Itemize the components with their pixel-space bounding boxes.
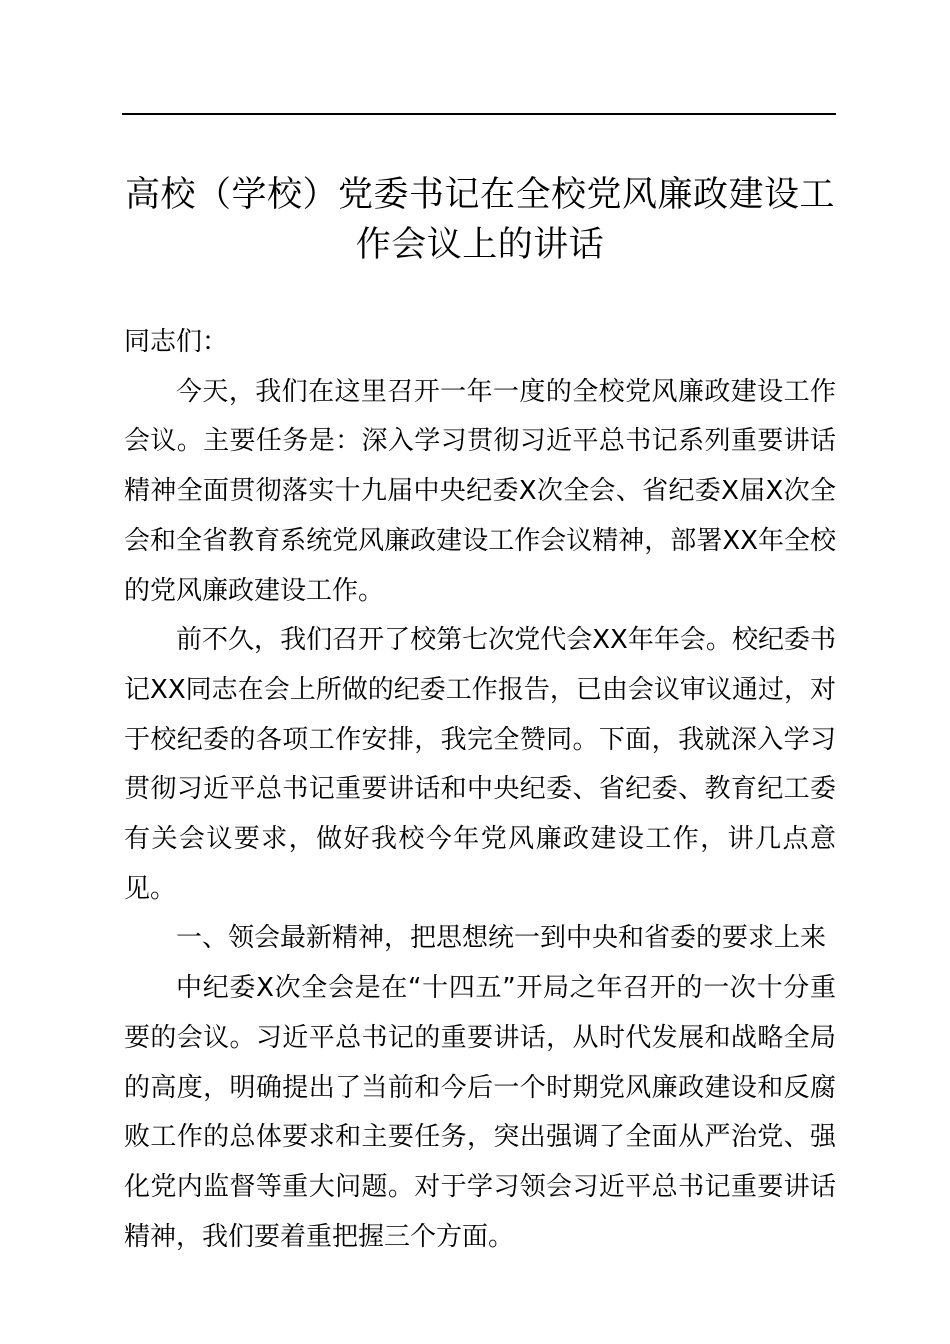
document-body	[124, 318, 836, 1262]
paragraph-background: 前不久，我们召开了校第七次党代会XX年年会。校纪委书记XX同志在会上所做的纪委工作报告，已由会议审议通过，对于校纪委的各项工作安排，我完全赞同。下面，我就深入学习贯彻习近平总书记重要讲话和中央纪委、省纪委、教育纪工委有关会议要求，做好我校今年党风廉政建设工作，讲几点意见。	[124, 625, 836, 904]
salutation: 同志们：	[124, 327, 229, 357]
paragraph-section-1: 中纪委X次全会是在“十四五”开局之年召开的一次十分重要的会议。习近平总书记的重要讲话，从时代发展和战略全局的高度，明确提出了当前和今后一个时期党风廉政建设和反腐败工作的总体要求和主要任务，突出强调了全面从严治党、强化党内监督等重大问题。对于学习领会习近平总书记重要讲话精神，我们要着重把握三个方面。	[124, 973, 836, 1252]
paragraph-opening: 今天，我们在这里召开一年一度的全校党风廉政建设工作会议。主要任务是：深入学习贯彻习近平总书记系列重要讲话精神全面贯彻落实十九届中央纪委X次全会、省纪委X届X次全会和全省教育系统党风廉政建设工作会议精神，部署XX年全校的党风廉政建设工作。	[124, 376, 836, 606]
section-heading-1: 一、领会最新精神，把思想统一到中央和省委的要求上来	[176, 923, 827, 954]
header-rule	[122, 113, 836, 115]
document-title: 高校（学校）党委书记在全校党风廉政建设工作会议上的讲话	[124, 175, 835, 265]
